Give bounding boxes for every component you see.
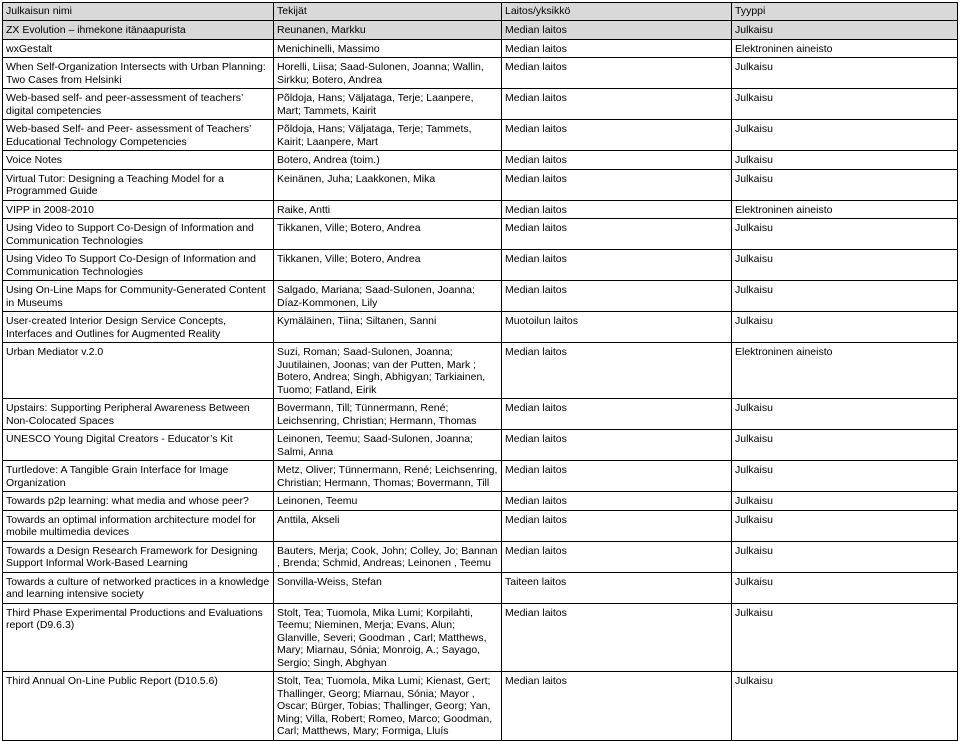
publication-title-cell: Using Video To Support Co-Design of Information and Communication Technologies bbox=[3, 250, 274, 281]
type-cell: Julkaisu bbox=[732, 399, 958, 430]
table-row bbox=[3, 603, 958, 672]
publication-title-cell: Web-based self- and peer-assessment of teachers’ digital competencies bbox=[3, 89, 274, 120]
table-row bbox=[3, 510, 958, 541]
type-cell: Julkaisu bbox=[732, 151, 958, 170]
unit-cell: Median laitos bbox=[502, 281, 732, 312]
type-cell: Julkaisu bbox=[732, 312, 958, 343]
authors-cell: Keinänen, Juha; Laakkonen, Mika bbox=[274, 169, 502, 200]
authors-cell: Põldoja, Hans; Väljataga, Terje; Laanpere, Mart; Tammets, Kairit bbox=[274, 89, 502, 120]
publication-title-cell: User-created Interior Design Service Concepts, Interfaces and Outlines for Augmented Reality bbox=[3, 312, 274, 343]
unit-cell: Median laitos bbox=[502, 58, 732, 89]
table-row bbox=[3, 58, 958, 89]
type-cell: Julkaisu bbox=[732, 58, 958, 89]
publication-title-cell: Towards p2p learning: what media and whose peer? bbox=[3, 492, 274, 511]
authors-cell: Bauters, Merja; Cook, John; Colley, Jo; Bannan , Brenda; Schmid, Andreas; Leinonen , Teemu bbox=[274, 541, 502, 572]
table-row bbox=[3, 200, 958, 219]
authors-cell: Anttila, Akseli bbox=[274, 510, 502, 541]
unit-cell: Median laitos bbox=[502, 461, 732, 492]
unit-cell: Median laitos bbox=[502, 672, 732, 741]
table-row bbox=[3, 430, 958, 461]
authors-cell: Tikkanen, Ville; Botero, Andrea bbox=[274, 219, 502, 250]
header-type: Tyyppi bbox=[732, 3, 958, 21]
authors-cell: Leinonen, Teemu bbox=[274, 492, 502, 511]
unit-cell: Taiteen laitos bbox=[502, 572, 732, 603]
publication-title-cell: VIPP in 2008-2010 bbox=[3, 200, 274, 219]
authors-cell: Suzi, Roman; Saad-Sulonen, Joanna; Juutilainen, Joonas; van der Putten, Mark ; Botero, Andrea; Singh, Abhigyan; Tarkiainen, Tuomo; Fatland, Eirik bbox=[274, 343, 502, 399]
table-row bbox=[3, 89, 958, 120]
table-row bbox=[3, 492, 958, 511]
table-row bbox=[3, 343, 958, 399]
table-row bbox=[3, 120, 958, 151]
unit-cell: Median laitos bbox=[502, 603, 732, 672]
header-unit: Laitos/yksikkö bbox=[502, 3, 732, 21]
publication-title-cell: Virtual Tutor: Designing a Teaching Model for a Programmed Guide bbox=[3, 169, 274, 200]
unit-cell: Median laitos bbox=[502, 541, 732, 572]
table-row bbox=[3, 21, 958, 40]
table-row bbox=[3, 39, 958, 58]
publication-title-cell: Using On-Line Maps for Community-Generated Content in Museums bbox=[3, 281, 274, 312]
type-cell: Julkaisu bbox=[732, 510, 958, 541]
unit-cell: Median laitos bbox=[502, 151, 732, 170]
type-cell: Julkaisu bbox=[732, 430, 958, 461]
table-row bbox=[3, 312, 958, 343]
authors-cell: Stolt, Tea; Tuomola, Mika Lumi; Korpilahti, Teemu; Nieminen, Merja; Evans, Alun; Glanville, Severi; Goodman , Carl; Matthews, Mary; Miarnau, Sónia; Monroig, A.; Sayago, Sergio; Singh, Abghyan bbox=[274, 603, 502, 672]
authors-cell: Leinonen, Teemu; Saad-Sulonen, Joanna; Salmi, Anna bbox=[274, 430, 502, 461]
publication-title-cell: Voice Notes bbox=[3, 151, 274, 170]
authors-cell: Raike, Antti bbox=[274, 200, 502, 219]
publication-title-cell: Third Annual On-Line Public Report (D10.5.6) bbox=[3, 672, 274, 741]
unit-cell: Median laitos bbox=[502, 120, 732, 151]
table-row bbox=[3, 281, 958, 312]
type-cell: Elektroninen aineisto bbox=[732, 343, 958, 399]
table-row bbox=[3, 572, 958, 603]
unit-cell: Median laitos bbox=[502, 430, 732, 461]
publication-title-cell: Towards a Design Research Framework for Designing Support Informal Work-Based Learning bbox=[3, 541, 274, 572]
table-row bbox=[3, 169, 958, 200]
type-cell: Julkaisu bbox=[732, 89, 958, 120]
publication-title-cell: Upstairs: Supporting Peripheral Awareness Between Non-Colocated Spaces bbox=[3, 399, 274, 430]
type-cell: Julkaisu bbox=[732, 492, 958, 511]
publication-title-cell: Using Video to Support Co-Design of Information and Communication Technologies bbox=[3, 219, 274, 250]
type-cell: Julkaisu bbox=[732, 21, 958, 40]
type-cell: Julkaisu bbox=[732, 572, 958, 603]
type-cell: Julkaisu bbox=[732, 120, 958, 151]
unit-cell: Median laitos bbox=[502, 510, 732, 541]
table-row bbox=[3, 461, 958, 492]
table-row bbox=[3, 541, 958, 572]
authors-cell: Tikkanen, Ville; Botero, Andrea bbox=[274, 250, 502, 281]
table-header-row bbox=[3, 3, 958, 21]
unit-cell: Median laitos bbox=[502, 21, 732, 40]
type-cell: Elektroninen aineisto bbox=[732, 39, 958, 58]
header-authors: Tekijät bbox=[274, 3, 502, 21]
unit-cell: Median laitos bbox=[502, 219, 732, 250]
authors-cell: Metz, Oliver; Tünnermann, René; Leichsenring, Christian; Hermann, Thomas; Bovermann, Till bbox=[274, 461, 502, 492]
unit-cell: Median laitos bbox=[502, 399, 732, 430]
publication-title-cell: Web-based Self- and Peer- assessment of Teachers’ Educational Technology Competencies bbox=[3, 120, 274, 151]
unit-cell: Median laitos bbox=[502, 250, 732, 281]
table-row bbox=[3, 219, 958, 250]
authors-cell: Kymäläinen, Tiina; Siltanen, Sanni bbox=[274, 312, 502, 343]
publication-title-cell: Third Phase Experimental Productions and Evaluations report (D9.6.3) bbox=[3, 603, 274, 672]
publication-title-cell: Turtledove: A Tangible Grain Interface for Image Organization bbox=[3, 461, 274, 492]
type-cell: Julkaisu bbox=[732, 169, 958, 200]
type-cell: Elektroninen aineisto bbox=[732, 200, 958, 219]
publication-title-cell: Urban Mediator v.2.0 bbox=[3, 343, 274, 399]
type-cell: Julkaisu bbox=[732, 281, 958, 312]
publication-title-cell: Towards a culture of networked practices in a knowledge and learning intensive society bbox=[3, 572, 274, 603]
table-row bbox=[3, 151, 958, 170]
authors-cell: Põldoja, Hans; Väljataga, Terje; Tammets, Kairit; Laanpere, Mart bbox=[274, 120, 502, 151]
authors-cell: Horelli, Liisa; Saad-Sulonen, Joanna; Wallin, Sirkku; Botero, Andrea bbox=[274, 58, 502, 89]
type-cell: Julkaisu bbox=[732, 219, 958, 250]
authors-cell: Reunanen, Markku bbox=[274, 21, 502, 40]
unit-cell: Median laitos bbox=[502, 39, 732, 58]
authors-cell: Menichinelli, Massimo bbox=[274, 39, 502, 58]
unit-cell: Median laitos bbox=[502, 169, 732, 200]
publications-table bbox=[2, 2, 958, 741]
type-cell: Julkaisu bbox=[732, 603, 958, 672]
publication-title-cell: Towards an optimal information architecture model for mobile multimedia devices bbox=[3, 510, 274, 541]
publication-title-cell: UNESCO Young Digital Creators - Educator’s Kit bbox=[3, 430, 274, 461]
unit-cell: Median laitos bbox=[502, 492, 732, 511]
publication-title-cell: wxGestalt bbox=[3, 39, 274, 58]
unit-cell: Median laitos bbox=[502, 89, 732, 120]
authors-cell: Stolt, Tea; Tuomola, Mika Lumi; Kienast, Gert; Thallinger, Georg; Miarnau, Sónia; Mayor , Oscar; Bürger, Tobias; Thallinger, Georg; Yan, Ming; Villa, Robert; Romeo, Marco; Goodman, Carl; Matthews, Mary; Formiga, Lluís bbox=[274, 672, 502, 741]
type-cell: Julkaisu bbox=[732, 250, 958, 281]
header-title: Julkaisun nimi bbox=[3, 3, 274, 21]
authors-cell: Botero, Andrea (toim.) bbox=[274, 151, 502, 170]
table-row bbox=[3, 250, 958, 281]
unit-cell: Median laitos bbox=[502, 200, 732, 219]
unit-cell: Median laitos bbox=[502, 343, 732, 399]
type-cell: Julkaisu bbox=[732, 461, 958, 492]
authors-cell: Salgado, Mariana; Saad-Sulonen, Joanna; Díaz-Kommonen, Lily bbox=[274, 281, 502, 312]
authors-cell: Sonvilla-Weiss, Stefan bbox=[274, 572, 502, 603]
publication-title-cell: ZX Evolution – ihmekone itänaapurista bbox=[3, 21, 274, 40]
authors-cell: Bovermann, Till; Tünnermann, René; Leichsenring, Christian; Hermann, Thomas bbox=[274, 399, 502, 430]
table-row bbox=[3, 672, 958, 741]
publication-title-cell: When Self-Organization Intersects with Urban Planning: Two Cases from Helsinki bbox=[3, 58, 274, 89]
type-cell: Julkaisu bbox=[732, 541, 958, 572]
table-row bbox=[3, 399, 958, 430]
type-cell: Julkaisu bbox=[732, 672, 958, 741]
unit-cell: Muotoilun laitos bbox=[502, 312, 732, 343]
